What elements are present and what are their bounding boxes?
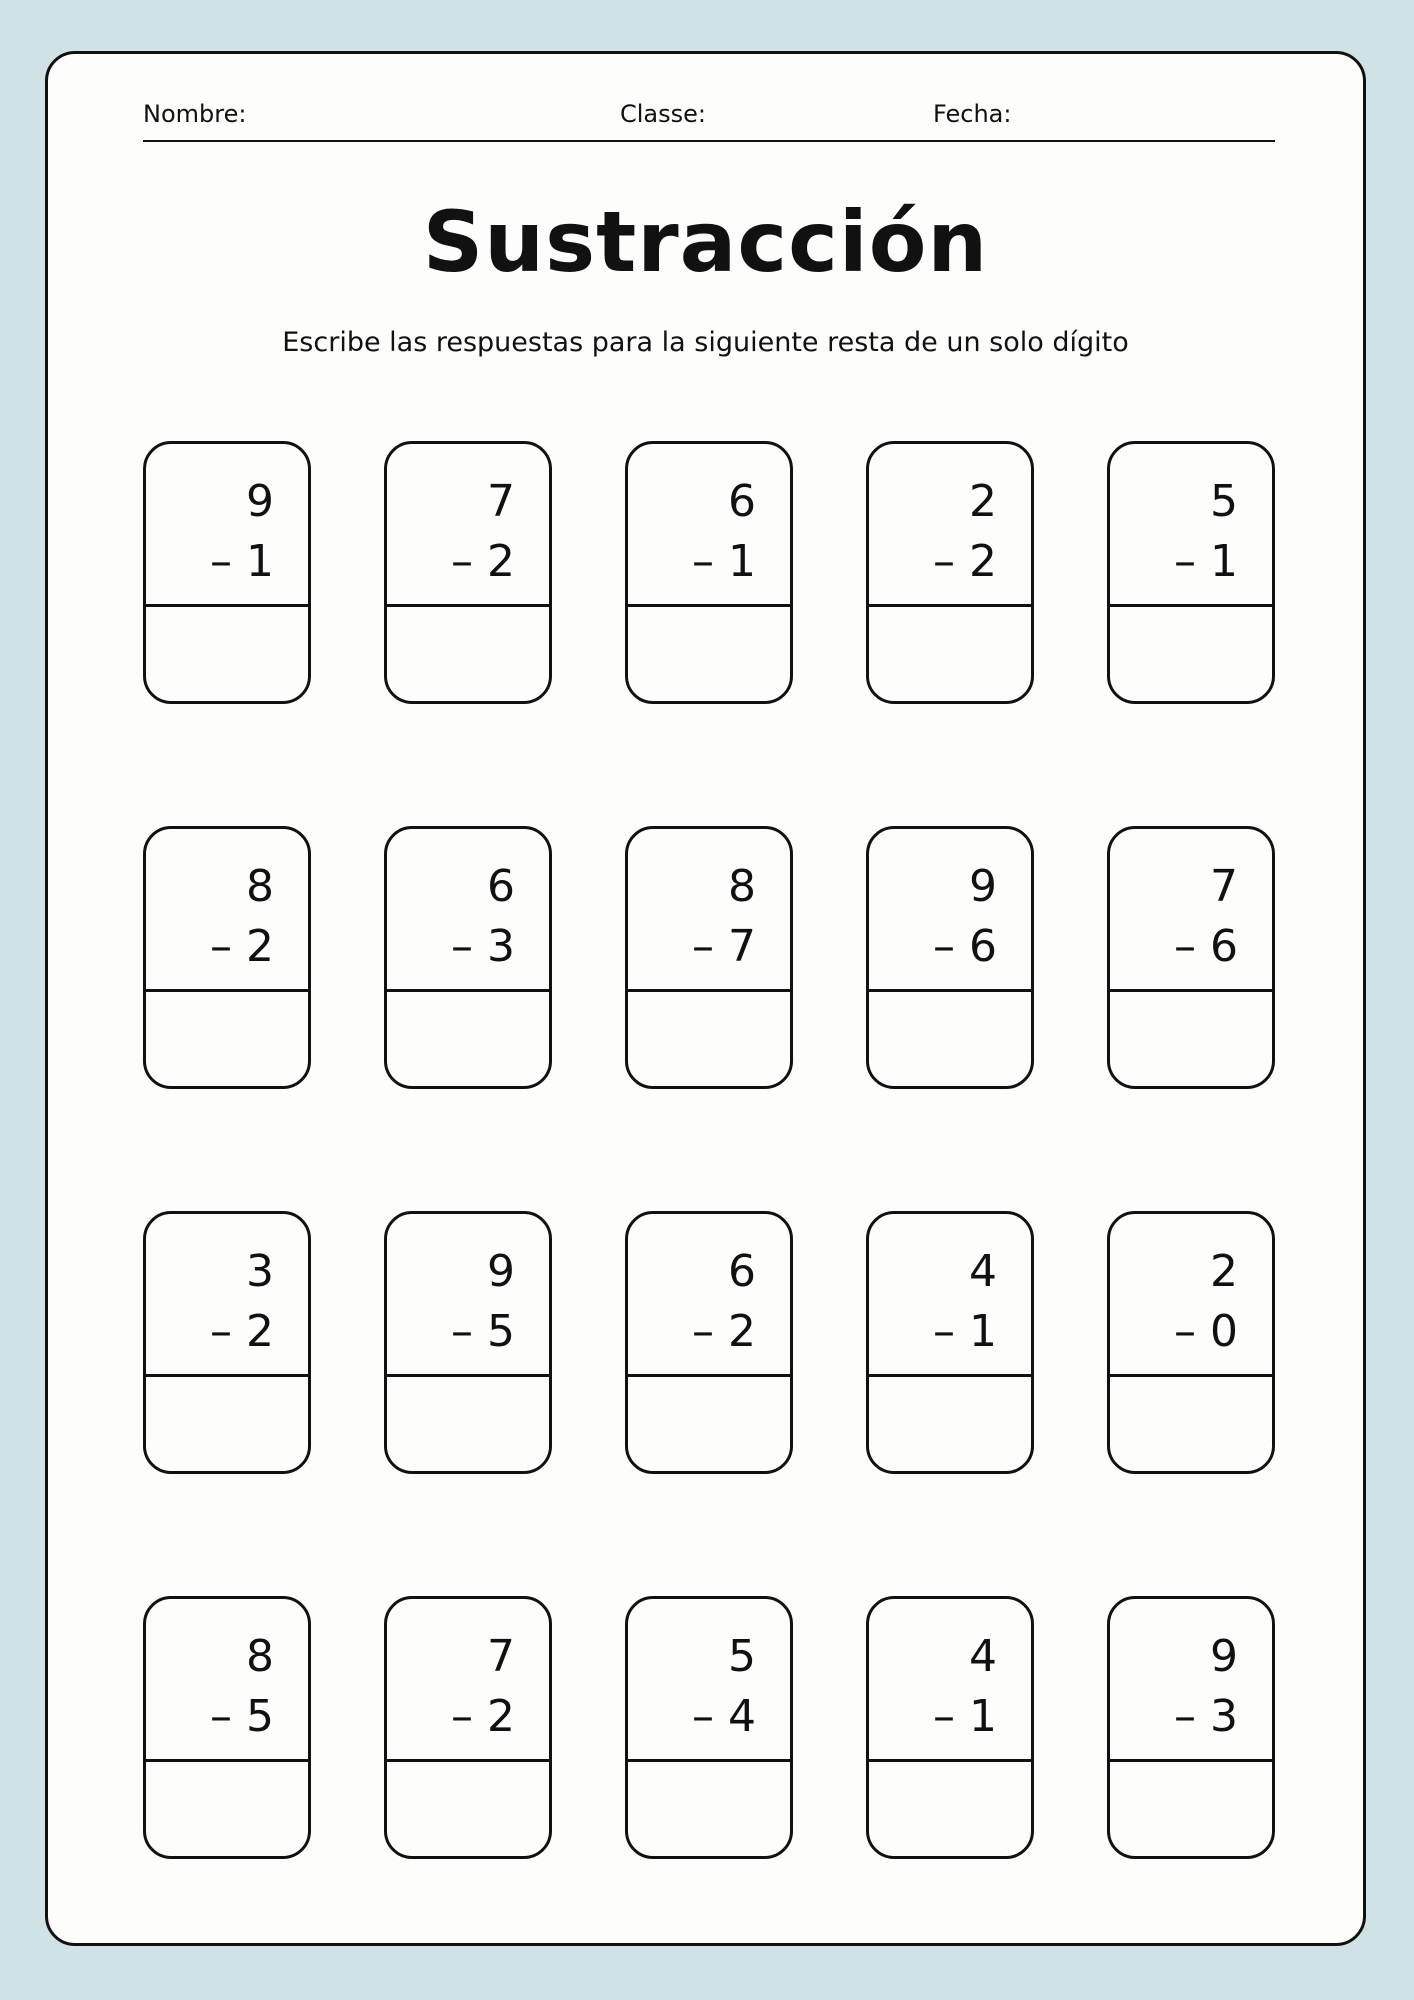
answer-box[interactable] (628, 607, 790, 701)
subtrahend: 2 (969, 536, 997, 587)
minus-sign: – (692, 1691, 714, 1742)
subtrahend: 1 (969, 1691, 997, 1742)
minus-sign: – (933, 1306, 955, 1357)
subtrahend: 1 (728, 536, 756, 587)
minus-sign: – (1174, 921, 1196, 972)
problem-card (866, 826, 1034, 1089)
problem-card (625, 1211, 793, 1474)
subtrahend: 1 (969, 1306, 997, 1357)
answer-box[interactable] (1110, 607, 1272, 701)
subtrahend: 0 (1210, 1306, 1238, 1357)
answer-box[interactable] (387, 607, 549, 701)
worksheet (45, 51, 1366, 1946)
minus-sign: – (210, 536, 232, 587)
subtrahend-line (692, 1302, 756, 1362)
answer-box[interactable] (146, 1762, 308, 1856)
subtrahend-line (692, 532, 756, 592)
page-title: Sustracción (422, 193, 989, 291)
minuend: 8 (728, 861, 756, 912)
subtrahend: 5 (246, 1691, 274, 1742)
subtrahend-line (933, 1687, 997, 1747)
subtrahend-line (1174, 917, 1238, 977)
minuend: 6 (728, 1246, 756, 1297)
subtrahend-line (1174, 532, 1238, 592)
problem-card (143, 1211, 311, 1474)
minus-sign: – (1174, 1306, 1196, 1357)
subtrahend: 2 (487, 1691, 515, 1742)
minus-sign: – (1174, 1691, 1196, 1742)
subtrahend: 2 (728, 1306, 756, 1357)
minus-sign: – (692, 536, 714, 587)
minuend: 8 (246, 1631, 274, 1682)
subtrahend-line (451, 1687, 515, 1747)
answer-box[interactable] (628, 1377, 790, 1471)
subtrahend: 1 (1210, 536, 1238, 587)
answer-box[interactable] (869, 1377, 1031, 1471)
problem-card (143, 1596, 311, 1859)
minus-sign: – (451, 1306, 473, 1357)
minus-sign: – (692, 1306, 714, 1357)
minuend: 6 (487, 861, 515, 912)
subtrahend: 6 (969, 921, 997, 972)
problem-card (143, 441, 311, 704)
answer-box[interactable] (869, 1762, 1031, 1856)
minuend: 9 (1210, 1631, 1238, 1682)
minus-sign: – (451, 536, 473, 587)
minus-sign: – (1174, 536, 1196, 587)
subtrahend-line (933, 917, 997, 977)
subtrahend: 2 (246, 1306, 274, 1357)
problem-card (384, 1596, 552, 1859)
subtrahend-line (1174, 1687, 1238, 1747)
subtrahend: 6 (1210, 921, 1238, 972)
answer-box[interactable] (628, 992, 790, 1086)
answer-box[interactable] (1110, 1377, 1272, 1471)
problem-card (866, 441, 1034, 704)
minuend: 9 (487, 1246, 515, 1297)
instructions: Escribe las respuestas para la siguiente resta de un solo dígito (282, 327, 1129, 358)
subtrahend-line (933, 532, 997, 592)
header-underline (143, 140, 1275, 142)
minus-sign: – (210, 1691, 232, 1742)
problem-card (866, 1596, 1034, 1859)
problem-card (143, 826, 311, 1089)
problem-card (384, 441, 552, 704)
minuend: 7 (487, 476, 515, 527)
problem-card (384, 826, 552, 1089)
class-label: Classe: (620, 100, 706, 128)
minuend: 2 (969, 476, 997, 527)
subtrahend: 7 (728, 921, 756, 972)
answer-box[interactable] (869, 992, 1031, 1086)
date-label: Fecha: (933, 100, 1012, 128)
minus-sign: – (692, 921, 714, 972)
minuend: 5 (1210, 476, 1238, 527)
minus-sign: – (933, 921, 955, 972)
problem-card (1107, 1211, 1275, 1474)
problem-card (625, 826, 793, 1089)
subtrahend: 5 (487, 1306, 515, 1357)
subtrahend-line (692, 1687, 756, 1747)
problem-card (1107, 826, 1275, 1089)
answer-box[interactable] (146, 607, 308, 701)
minus-sign: – (933, 1691, 955, 1742)
subtrahend: 2 (487, 536, 515, 587)
answer-box[interactable] (387, 1762, 549, 1856)
minuend: 4 (969, 1631, 997, 1682)
problem-card (625, 1596, 793, 1859)
minuend: 8 (246, 861, 274, 912)
subtrahend-line (692, 917, 756, 977)
problem-card (625, 441, 793, 704)
minus-sign: – (210, 921, 232, 972)
name-label: Nombre: (143, 100, 247, 128)
minuend: 5 (728, 1631, 756, 1682)
subtrahend: 1 (246, 536, 274, 587)
subtrahend-line (933, 1302, 997, 1362)
minus-sign: – (451, 1691, 473, 1742)
subtrahend-line (451, 1302, 515, 1362)
answer-box[interactable] (146, 1377, 308, 1471)
subtrahend: 4 (728, 1691, 756, 1742)
subtrahend: 2 (246, 921, 274, 972)
answer-box[interactable] (1110, 1762, 1272, 1856)
problem-grid (143, 441, 1275, 1859)
subtrahend: 3 (1210, 1691, 1238, 1742)
subtrahend-line (210, 917, 274, 977)
minuend: 7 (1210, 861, 1238, 912)
answer-box[interactable] (869, 607, 1031, 701)
problem-card (384, 1211, 552, 1474)
problem-card (1107, 1596, 1275, 1859)
problem-card (866, 1211, 1034, 1474)
subtrahend: 3 (487, 921, 515, 972)
answer-box[interactable] (1110, 992, 1272, 1086)
answer-box[interactable] (387, 1377, 549, 1471)
subtrahend-line (210, 532, 274, 592)
minuend: 6 (728, 476, 756, 527)
subtrahend-line (210, 1302, 274, 1362)
answer-box[interactable] (387, 992, 549, 1086)
minuend: 9 (246, 476, 274, 527)
minus-sign: – (451, 921, 473, 972)
answer-box[interactable] (628, 1762, 790, 1856)
problem-card (1107, 441, 1275, 704)
subtrahend-line (1174, 1302, 1238, 1362)
minuend: 9 (969, 861, 997, 912)
subtrahend-line (451, 917, 515, 977)
minuend: 3 (246, 1246, 274, 1297)
minus-sign: – (210, 1306, 232, 1357)
subtrahend-line (451, 532, 515, 592)
answer-box[interactable] (146, 992, 308, 1086)
minus-sign: – (933, 536, 955, 587)
minuend: 4 (969, 1246, 997, 1297)
minuend: 2 (1210, 1246, 1238, 1297)
minuend: 7 (487, 1631, 515, 1682)
subtrahend-line (210, 1687, 274, 1747)
